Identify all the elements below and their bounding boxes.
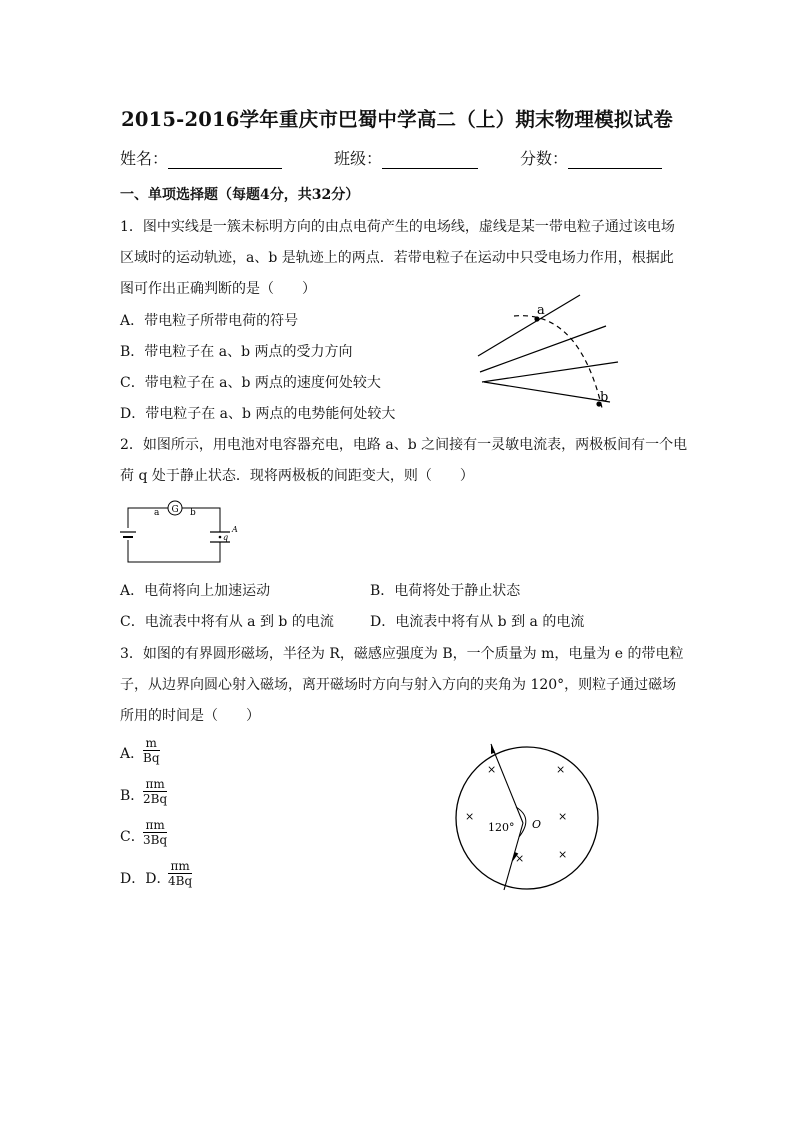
q1-option-d: D．带电粒子在 a、b 两点的电势能何处较大 — [120, 406, 396, 422]
section-heading: 一、单项选择题（每题4分，共32分） — [120, 187, 360, 203]
class-label: 班级： — [334, 149, 383, 168]
class-blank — [382, 150, 478, 169]
q3-option-d-label: D．D． — [120, 871, 171, 887]
q2-option-c: C．电流表中将有从 a 到 b 的电流 — [120, 614, 334, 630]
q2-line: 荷 q 处于静止状态．现将两极板的间距变大，则（ ） — [120, 468, 474, 484]
exit-path — [491, 744, 523, 823]
name-field — [120, 146, 282, 169]
score-field — [520, 146, 662, 169]
q3-option-d-fraction — [168, 859, 192, 889]
field-mark-x: × — [558, 810, 568, 823]
q2-option-a: A．电荷将向上加速运动 — [120, 583, 271, 599]
q1-line: 1．图中实线是一簇未标明方向的由点电荷产生的电场线，虚线是某一带电粒子通过该电场 — [120, 219, 675, 235]
page-title: 2015-2016学年重庆市巴蜀中学高二（上）期末物理模拟试卷 — [121, 108, 673, 131]
point-b-label: b — [190, 508, 196, 518]
magnetic-field-figure — [448, 738, 608, 898]
q3-line: 子，从边界向圆心射入磁场，离开磁场时方向与射入方向的夹角为 120°，则粒子通过磁场 — [120, 677, 677, 693]
q1-option-c: C．带电粒子在 a、b 两点的速度何处较大 — [120, 375, 381, 391]
name-label: 姓名： — [120, 149, 169, 168]
angle-arc — [516, 807, 526, 837]
q3-line: 3．如图的有界圆形磁场，半径为 R，磁感应强度为 B，一个质量为 m，电量为 e 的带电粒 — [120, 646, 684, 662]
field-line — [484, 382, 610, 402]
angle-label: 120° — [488, 821, 515, 834]
charge-q-label: q — [223, 533, 229, 542]
field-mark-x: × — [487, 763, 497, 776]
fraction-numerator: πm — [143, 818, 167, 833]
q2-line: 2．如图所示，用电池对电容器充电，电路 a、b 之间接有一灵敏电流表，两极板间有一个电 — [120, 437, 688, 453]
fraction-denominator: Bq — [143, 751, 160, 765]
capacitor-circuit-figure — [120, 496, 245, 568]
center-o-label: O — [532, 818, 542, 831]
field-mark-x: × — [515, 852, 525, 865]
q3-option-b-fraction — [143, 777, 167, 807]
q1-option-a: A．带电粒子所带电荷的符号 — [120, 313, 299, 329]
name-blank — [168, 150, 282, 169]
score-blank — [568, 150, 662, 169]
fraction-numerator: πm — [143, 777, 167, 792]
point-a-label: a — [537, 303, 545, 318]
fraction-numerator: πm — [168, 859, 192, 874]
q2-option-b: B．电荷将处于静止状态 — [370, 583, 521, 599]
q1-line: 区域时的运动轨迹，a、b 是轨迹上的两点．若带电粒子在运动中只受电场力作用，根据此 — [120, 250, 674, 266]
fraction-denominator: 3Bq — [143, 833, 168, 847]
exit-arrow — [491, 744, 495, 754]
point-b-label: b — [600, 390, 609, 405]
class-field — [334, 146, 478, 169]
q1-line: 图可作出正确判断的是（ ） — [120, 281, 316, 297]
plate-a-label: A — [232, 525, 238, 534]
score-label: 分数： — [520, 149, 569, 168]
field-mark-x: × — [558, 848, 568, 861]
q1-option-b: B．带电粒子在 a、b 两点的受力方向 — [120, 344, 353, 360]
q3-option-a-fraction — [143, 736, 160, 766]
q3-option-c-fraction — [143, 818, 167, 848]
q3-option-b-label: B． — [120, 788, 145, 804]
field-boundary-circle — [456, 747, 598, 889]
point-a-label: a — [154, 508, 160, 518]
charge-q — [219, 536, 222, 539]
q3-option-a-label: A． — [120, 746, 145, 762]
fraction-denominator: 4Bq — [168, 874, 193, 888]
field-mark-x: × — [465, 810, 475, 823]
q3-line: 所用的时间是（ ） — [120, 708, 260, 724]
field-line — [478, 295, 580, 356]
field-line — [482, 362, 618, 382]
q2-option-d: D．电流表中将有从 b 到 a 的电流 — [370, 614, 585, 630]
field-mark-x: × — [556, 763, 566, 776]
circuit-wire — [128, 508, 220, 562]
q3-option-c-label: C． — [120, 829, 145, 845]
fraction-numerator: m — [143, 736, 160, 751]
electric-field-figure — [474, 290, 624, 415]
fraction-denominator: 2Bq — [143, 792, 168, 806]
galvanometer-label: G — [171, 505, 179, 515]
